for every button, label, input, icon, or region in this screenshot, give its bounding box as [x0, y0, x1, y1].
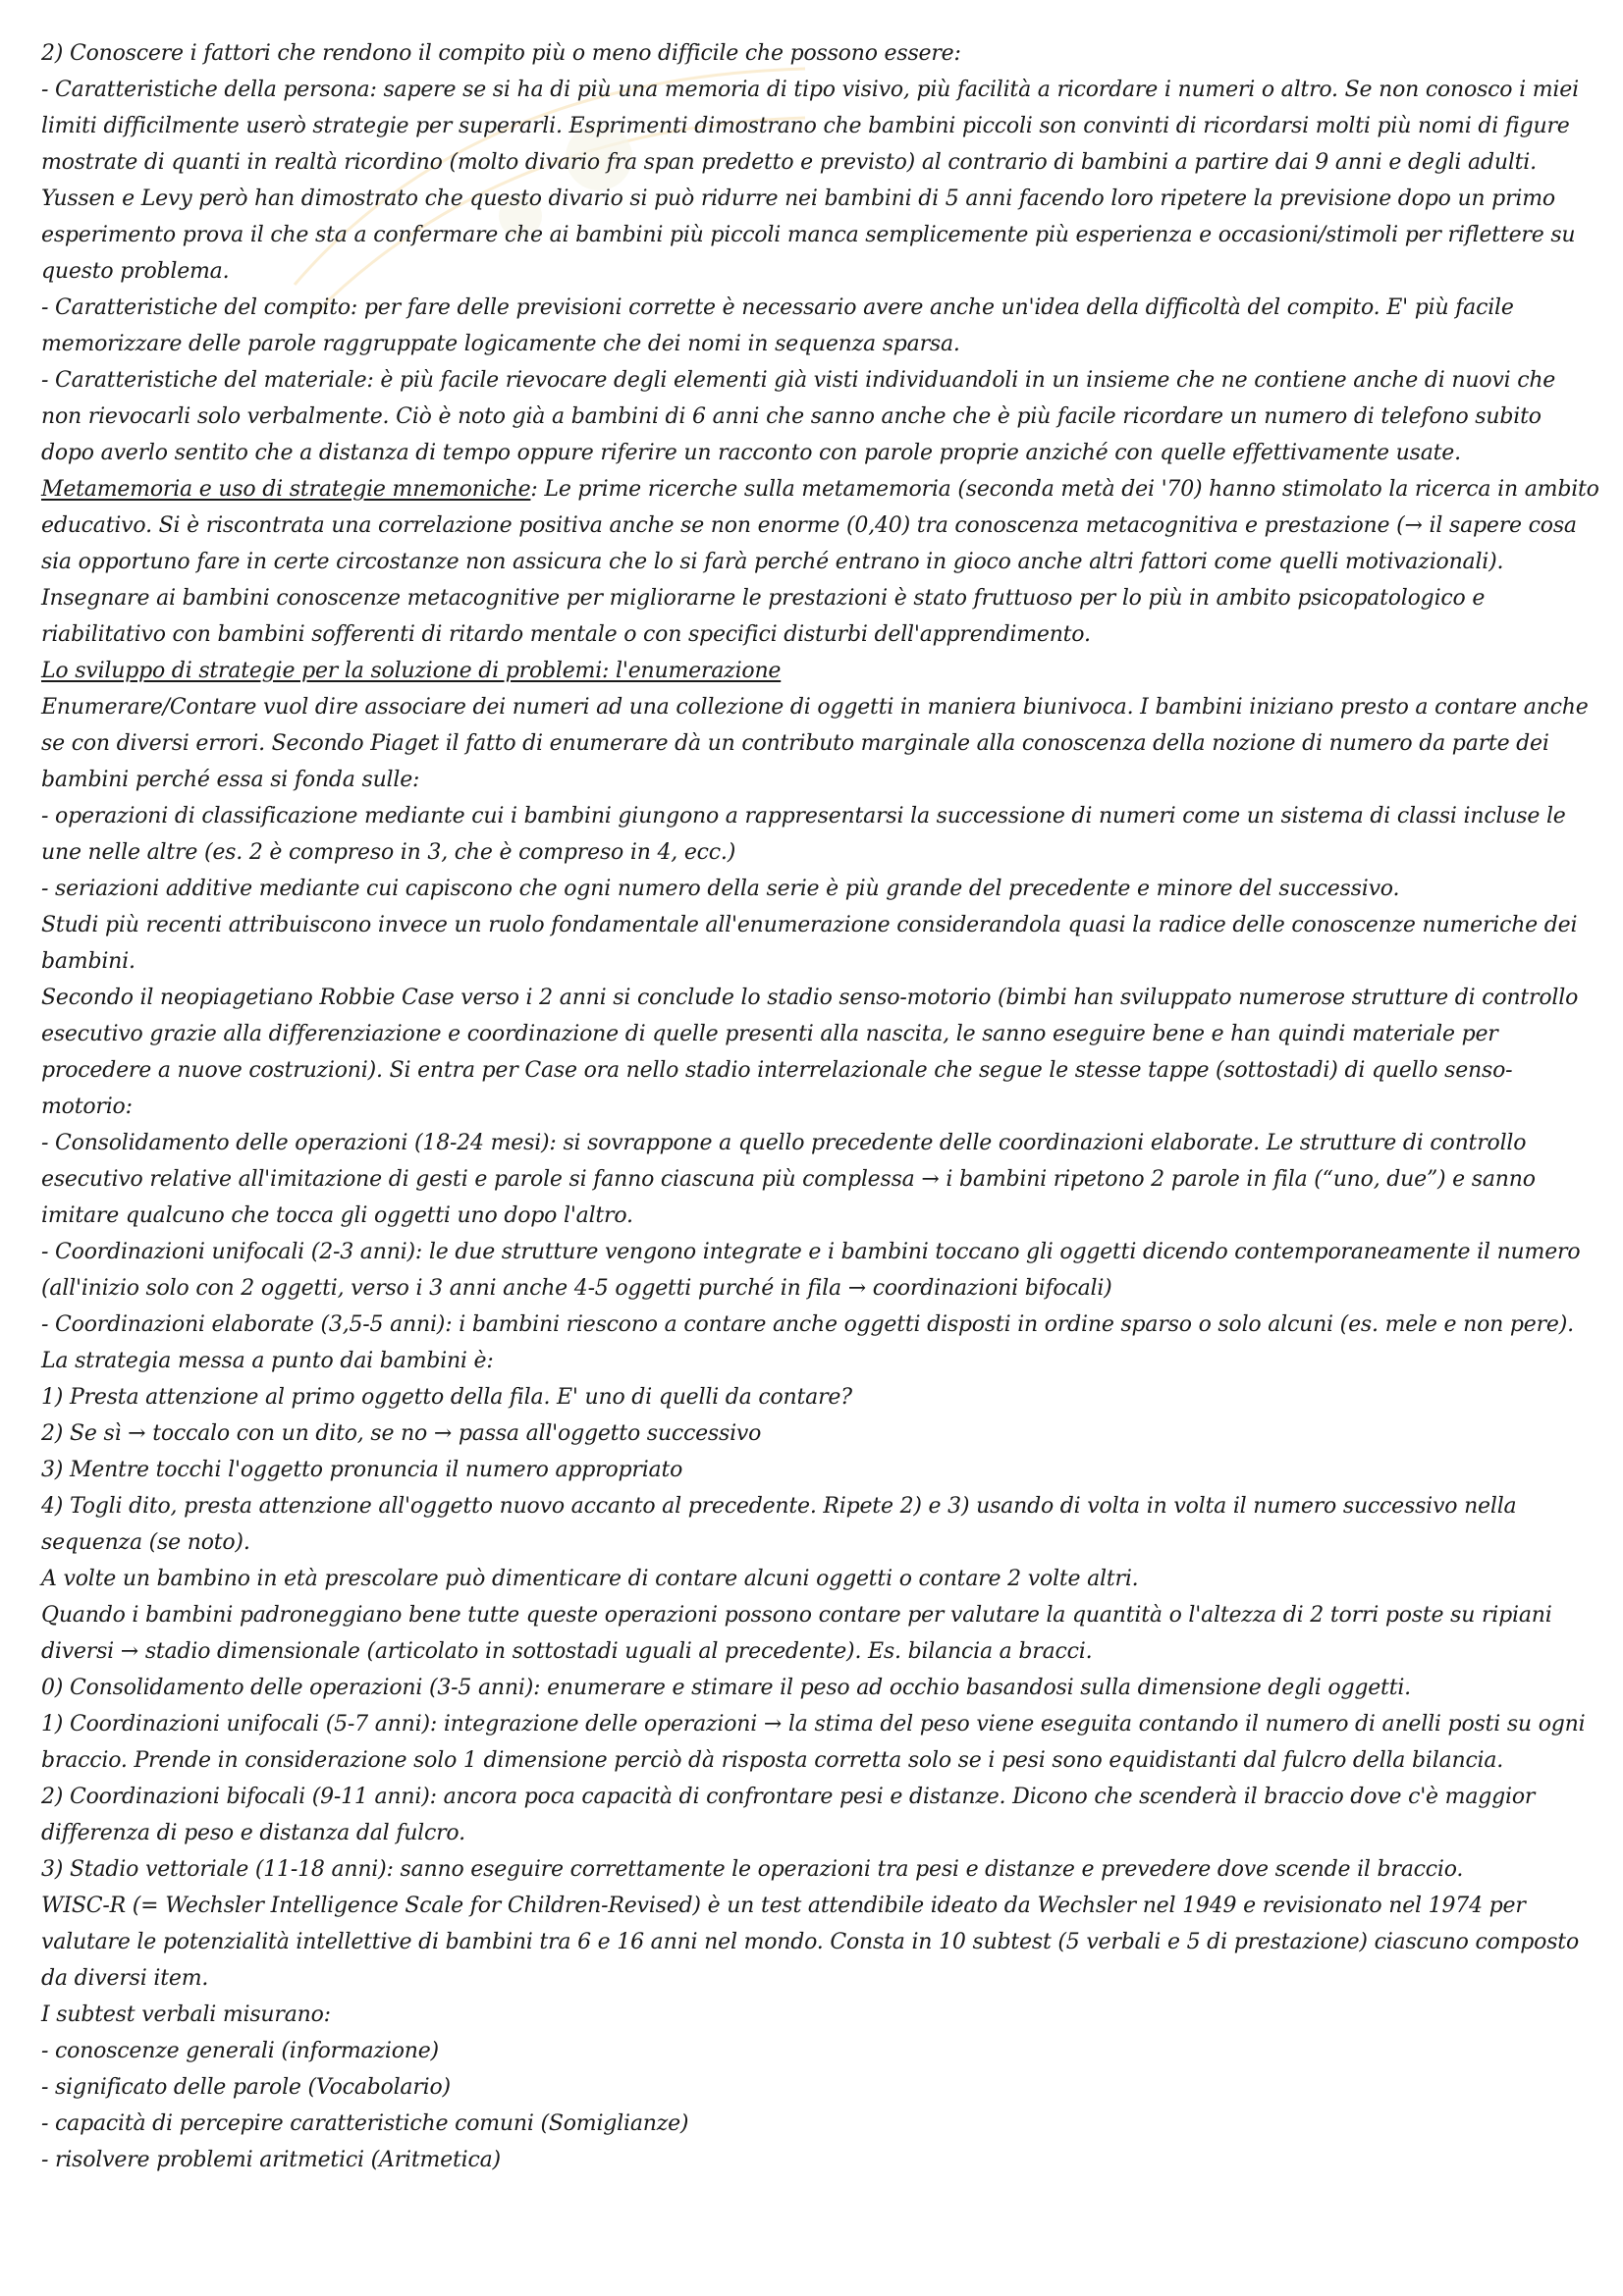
paragraph-17: 1) Presta attenzione al primo oggetto della fila. E' uno di quelli da contare?: [41, 1385, 852, 1410]
paragraph-1: 2) Conoscere i fattori che rendono il compito più o meno difficile che possono essere:: [41, 41, 961, 66]
paragraph-11: Studi più recenti attribuiscono invece un ruolo fondamentale all'enumerazione considerandola quasi la radice delle conoscenze numeriche dei bambini.: [41, 913, 1578, 974]
paragraph-3: - Caratteristiche del compito: per fare delle previsioni corrette è necessario avere anche un'idea della difficoltà del compito. E' più facile memorizzare delle parole raggruppate logicamente che dei nomi in sequenza sparsa.: [41, 295, 1514, 356]
paragraph-30: - significato delle parole (Vocabolario): [41, 2075, 451, 2100]
paragraph-31: - capacità di percepire caratteristiche comuni (Somiglianze): [41, 2111, 689, 2136]
paragraph-20: 4) Togli dito, presta attenzione all'oggetto nuovo accanto al precedente. Ripete 2) e 3) usando di volta in volta il numero successivo nella sequenza (se noto).: [41, 1494, 1517, 1555]
document-body: [41, 35, 1600, 2178]
paragraph-12: Secondo il neopiagetiano Robbie Case verso i 2 anni si conclude lo stadio senso-motorio (bimbi han sviluppato numerose strutture di controllo esecutivo grazie alla differenziazione e coordinazione di quelle presenti alla nascita, le sanno eseguire bene e han quindi materiale per procedere a nuove costruzioni). Si entra per Case ora nello stadio interrelazionale che segue le stesse tappe (sottostadi) di quello senso-motorio:: [41, 986, 1579, 1119]
section-heading-enumerazione: Lo sviluppo di strategie per la soluzione di problemi: l'enumerazione: [41, 659, 782, 683]
paragraph-14: - Coordinazioni unifocali (2-3 anni): le due strutture vengono integrate e i bambini toccano gli oggetti dicendo contemporaneamente il numero (all'inizio solo con 2 oggetti, verso i 3 anni anche 4-5 oggetti purché in fila → coordinazioni bifocali): [41, 1240, 1581, 1301]
paragraph-9: - operazioni di classificazione mediante cui i bambini giungono a rappresentarsi la successione di numeri come un sistema di classi incluse le une nelle altre (es. 2 è compreso in 3, che è compreso in 4, ecc.): [41, 804, 1566, 865]
paragraph-13: - Consolidamento delle operazioni (18-24 mesi): si sovrappone a quello precedente delle coordinazioni elaborate. Le strutture di controllo esecutivo relative all'imitazione di gesti e parole si fanno ciascuna più complessa → i bambini ripetono 2 parole in fila (“uno, due”) e sanno imitare qualcuno che tocca gli oggetti uno dopo l'altro.: [41, 1131, 1536, 1228]
paragraph-6: Insegnare ai bambini conoscenze metacognitive per migliorarne le prestazioni è stato fruttuoso per lo più in ambito psicopatologico e riabilitativo con bambini sofferenti di ritardo mentale o con specifici disturbi dell'apprendimento.: [41, 586, 1486, 647]
paragraph-5: [41, 471, 1600, 580]
paragraph-18: 2) Se sì → toccalo con un dito, se no → passa all'oggetto successivo: [41, 1421, 762, 1446]
paragraph-32: - risolvere problemi aritmetici (Aritmetica): [41, 2148, 501, 2172]
paragraph-5-text: : Le prime ricerche sulla metamemoria (seconda metà dei '70) hanno stimolato la ricerca in ambito educativo. Si è riscontrata una correlazione positiva anche se non enorme (0,40) tra conoscenza metacognitiva e prestazione (→ il sapere cosa sia opportuno fare in certe circostanze non assicura che lo si farà perché entrano in gioco anche altri fattori come quelli motivazionali).: [41, 477, 1599, 574]
paragraph-8: Enumerare/Contare vuol dire associare dei numeri ad una collezione di oggetti in maniera biunivoca. I bambini iniziano presto a contare anche se con diversi errori. Secondo Piaget il fatto di enumerare dà un contributo marginale alla conoscenza della nozione di numero da parte dei bambini perché essa si fonda sulle:: [41, 695, 1589, 792]
paragraph-2: - Caratteristiche della persona: sapere se si ha di più una memoria di tipo visivo, più facilità a ricordare i numeri o altro. Se non conosco i miei limiti difficilmente userò strategie per superarli. Esprimenti dimostrano che bambini piccoli son convinti di ricordarsi molti più nomi di figure mostrate di quanti in realtà ricordino (molto divario fra span predetto e previsto) al contrario di bambini a partire dai 9 anni e degli adulti. Yussen e Levy però han dimostrato che questo divario si può ridurre nei bambini di 5 anni facendo loro ripetere la previsione dopo un primo esperimento prova il che sta a confermare che ai bambini più piccoli manca semplicemente più esperienza e occasioni/stimoli per riflettere su questo problema.: [41, 78, 1579, 284]
paragraph-19: 3) Mentre tocchi l'oggetto pronuncia il numero appropriato: [41, 1458, 683, 1482]
paragraph-22: Quando i bambini padroneggiano bene tutte queste operazioni possono contare per valutare la quantità o l'altezza di 2 torri poste su ripiani diversi → stadio dimensionale (articolato in sottostadi uguali al precedente). Es. bilancia a bracci.: [41, 1603, 1552, 1664]
paragraph-26: 3) Stadio vettoriale (11-18 anni): sanno eseguire correttamente le operazioni tra pesi e distanze e prevedere dove scende il braccio.: [41, 1857, 1464, 1882]
paragraph-7: [41, 653, 1600, 689]
paragraph-4: - Caratteristiche del materiale: è più facile rievocare degli elementi già visti individuandoli in un insieme che ne contiene anche di nuovi che non rievocarli solo verbalmente. Ciò è noto già a bambini di 6 anni che sanno anche che è più facile ricordare un numero di telefono subito dopo averlo sentito che a distanza di tempo oppure riferire un racconto con parole proprie anziché con quelle effettivamente usate.: [41, 368, 1556, 465]
paragraph-15: - Coordinazioni elaborate (3,5-5 anni): i bambini riescono a contare anche oggetti disposti in ordine sparso o solo alcuni (es. mele e non pere).: [41, 1312, 1574, 1337]
paragraph-24: 1) Coordinazioni unifocali (5-7 anni): integrazione delle operazioni → la stima del peso viene eseguita contando il numero di anelli posti su ogni braccio. Prende in considerazione solo 1 dimensione perciò dà risposta corretta solo se i pesi sono equidistanti dal fulcro della bilancia.: [41, 1712, 1586, 1773]
section-heading-metamemoria: Metamemoria e uso di strategie mnemoniche: [41, 477, 531, 502]
paragraph-29: - conoscenze generali (informazione): [41, 2039, 439, 2063]
paragraph-21: A volte un bambino in età prescolare può dimenticare di contare alcuni oggetti o contare 2 volte altri.: [41, 1567, 1139, 1591]
paragraph-16: La strategia messa a punto dai bambini è:: [41, 1349, 494, 1373]
paragraph-25: 2) Coordinazioni bifocali (9-11 anni): ancora poca capacità di confrontare pesi e distanze. Dicono che scenderà il braccio dove c'è maggior differenza di peso e distanza dal fulcro.: [41, 1785, 1536, 1845]
paragraph-23: 0) Consolidamento delle operazioni (3-5 anni): enumerare e stimare il peso ad occhio basandosi sulla dimensione degli oggetti.: [41, 1676, 1411, 1700]
paragraph-28: I subtest verbali misurano:: [41, 2002, 331, 2027]
paragraph-27: WISC-R (= Wechsler Intelligence Scale for Children-Revised) è un test attendibile ideato da Wechsler nel 1949 e revisionato nel 1974 per valutare le potenzialità intellettive di bambini tra 6 e 16 anni nel mondo. Consta in 10 subtest (5 verbali e 5 di prestazione) ciascuno composto da diversi item.: [41, 1894, 1579, 1991]
paragraph-10: - seriazioni additive mediante cui capiscono che ogni numero della serie è più grande del precedente e minore del successivo.: [41, 877, 1400, 901]
